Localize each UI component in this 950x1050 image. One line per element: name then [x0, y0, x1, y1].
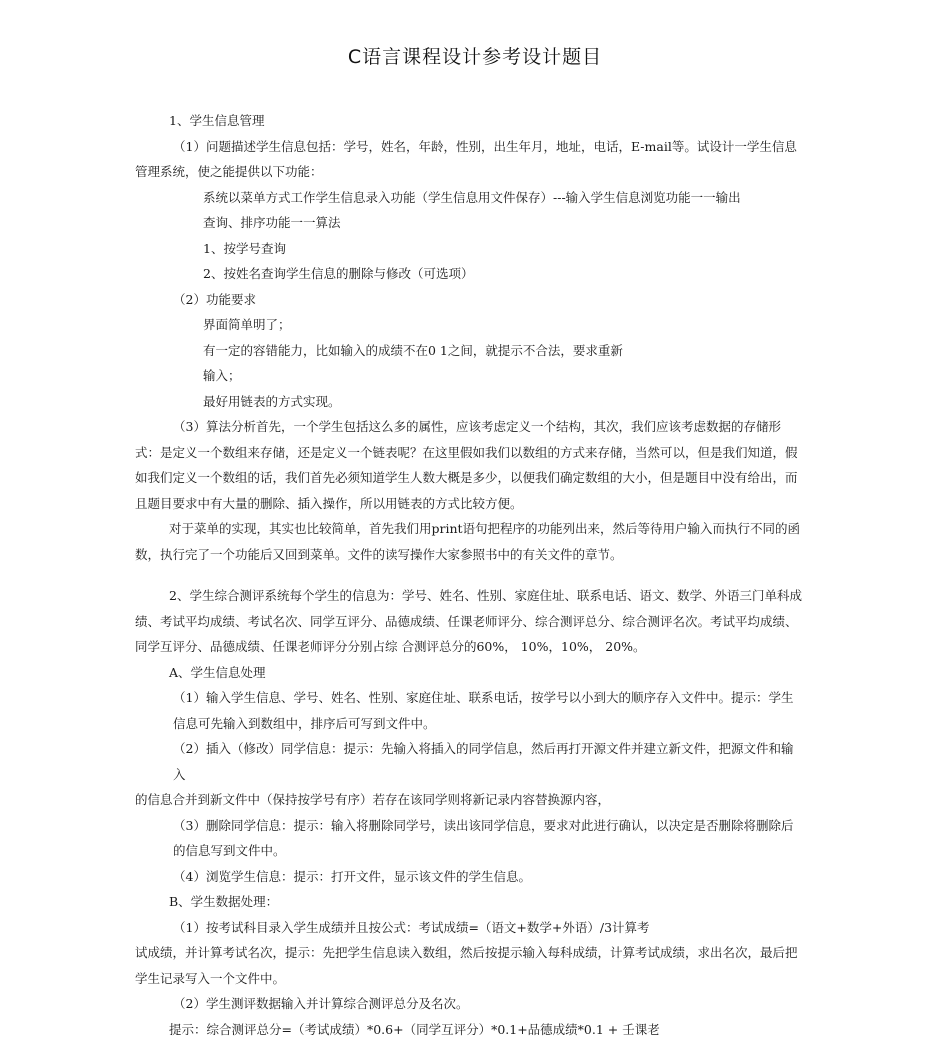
section-1-requirement-1: 界面简单明了； [203, 317, 291, 332]
section-1-heading: 1、学生信息管理 [169, 113, 265, 128]
section-2-b-item-1-continued: 试成绩，并计算考试名次，提示：先把学生信息读入数组，然后按提示输入每科成绩，计算考试成绩，求出名次，最后把学生记录写入一个文件中。 [135, 945, 798, 986]
section-1-function-2: 查询、排序功能一一算法 [203, 215, 341, 230]
section-1-requirements-heading: （2）功能要求 [173, 291, 256, 307]
section-2-b-item-1: （1）按考试科目录入学生成绩并且按公式：考试成绩=（语文+数学+外语）/3计算考 [173, 919, 650, 935]
page-title: C语言课程设计参考设计题目 [347, 46, 603, 68]
section-2-a-heading: A、学生信息处理 [169, 664, 266, 680]
section-2-b-item-2: （2）学生测评数据输入并计算综合测评总分及名次。 [173, 996, 469, 1011]
section-gap [135, 567, 805, 583]
section-1-menu-paragraph: 对于菜单的实现，其实也比较简单，首先我们用print语句把程序的功能列出来，然后等待用户输入而执行不同的函数，执行完了一个功能后又回到菜单。文件的读写操作大家参照书中的有关文件的章节。 [135, 521, 801, 562]
section-2-a-item-3: （3）删除同学信息：提示：输入将删除同学号，读出该同学信息，要求对此进行确认，以决定是否删除将删除后的信息写到文件中。 [173, 817, 794, 858]
document-body [135, 108, 805, 1042]
section-1-algorithm-analysis: （3）算法分析首先，一个学生包括这么多的属性，应该考虑定义一个结构，其次，我们应该考虑数据的存储形式：是定义一个数组来存储，还是定义一个链表呢？在这里假如我们以数组的方式来存储，当然可以，但是我们知道，假如我们定义一个数组的话，我们首先必须知道学生人数大概是多少，以便我们确定数组的大小，但是题目中没有给出，而且题目要求中有大量的删除、插入操作，所以用链表的方式比较方便。 [135, 419, 798, 511]
section-2-a-item-2: （2）插入（修改）同学信息：提示：先输入将插入的同学信息，然后再打开源文件并建立新文件，把源文件和输入 [173, 741, 794, 782]
section-2-b-hint: 提示：综合测评总分=（考试成绩）*0.6+（同学互评分）*0.1+品德成绩*0.1 + 壬课老 [169, 1021, 660, 1037]
section-1-function-1: 系统以菜单方式工作学生信息录入功能（学生信息用文件保存）---输入学生信息浏览功能一一输出 [203, 189, 741, 205]
section-2-intro: 2、学生综合测评系统每个学生的信息为：学号、姓名、性别、家庭住址、联系电话、语文、数学、外语三门单科成绩、考试平均成绩、考试名次、同学互评分、品德成绩、任课老师评分、综合测评总分、综合测评名次。考试平均成绩、同学互评分、品德成绩、任课老师评分分别占综 合测评总分的60%， 10%，10%， 20%。 [135, 588, 802, 654]
section-1-problem-description: （1）问题描述学生信息包括：学号，姓名，年龄，性别，出生年月，地址，电话，E-mail等。试设计一学生信息管理系统，使之能提供以下功能： [135, 138, 797, 179]
section-1-requirement-2: 有一定的容错能力，比如输入的成绩不在0 1之间，就提示不合法，要求重新 [203, 342, 623, 358]
section-2-b-heading: B、学生数据处理： [169, 894, 279, 909]
section-1-function-3: 1、按学号查询 [203, 240, 286, 256]
section-1-requirement-3: 输入； [203, 368, 241, 383]
section-1-requirement-4: 最好用链表的方式实现。 [203, 393, 341, 409]
section-2-a-item-2-continued: 的信息合并到新文件中（保持按学号有序）若存在该同学则将新记录内容替换源内容， [135, 792, 611, 807]
section-1-function-4: 2、按姓名查询学生信息的删除与修改（可选项） [203, 266, 474, 281]
section-2-a-item-1: （1）输入学生信息、学号、姓名、性别、家庭住址、联系电话，按学号以小到大的顺序存入文件中。提示：学生信息可先输入到数组中，排序后可写到文件中。 [173, 690, 794, 731]
section-2-a-item-4: （4）浏览学生信息：提示：打开文件，显示该文件的学生信息。 [173, 868, 531, 884]
